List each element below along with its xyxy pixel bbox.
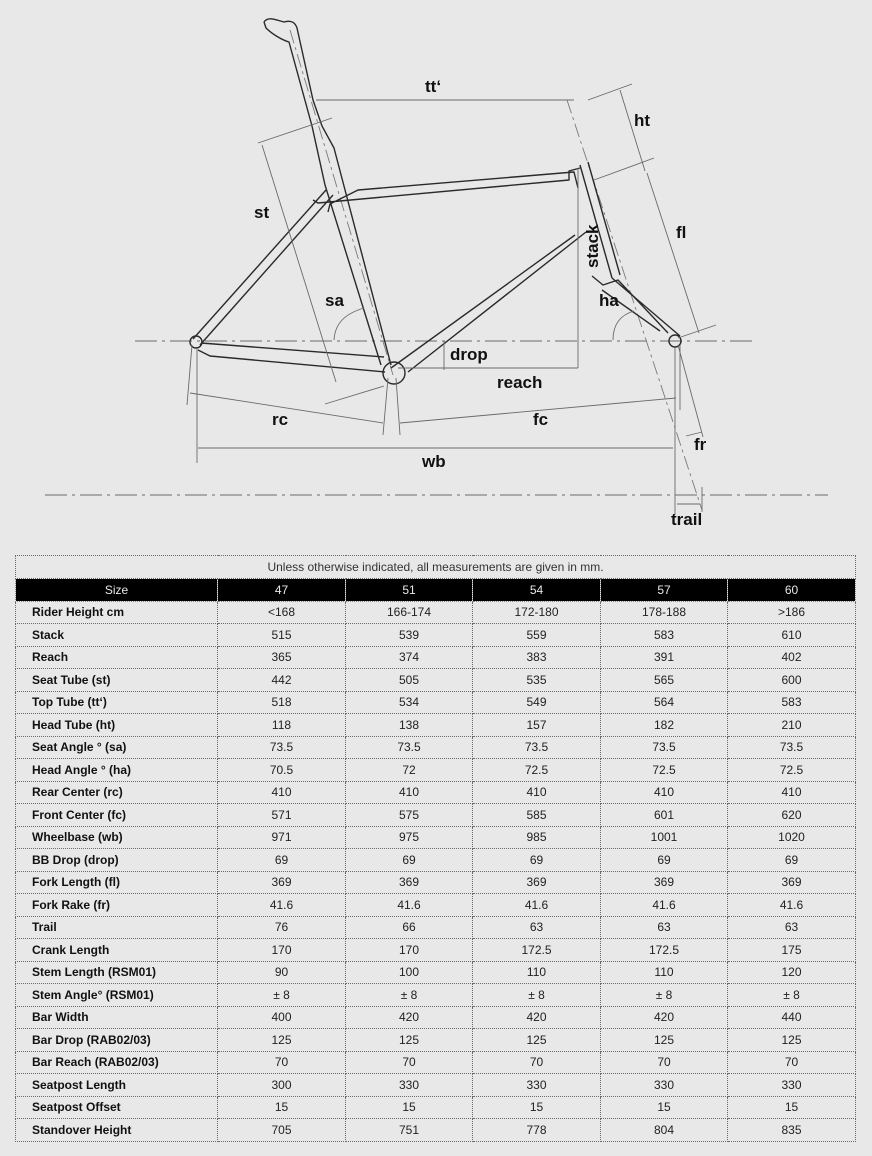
row-value: 505 — [346, 669, 473, 692]
row-value: 69 — [728, 849, 856, 872]
row-value: ± 8 — [218, 984, 346, 1007]
row-value: 166-174 — [346, 601, 473, 624]
row-value: 125 — [601, 1029, 728, 1052]
label-head-tube: ht — [634, 111, 651, 130]
row-value: ± 8 — [473, 984, 601, 1007]
row-value: 369 — [601, 871, 728, 894]
row-value: 69 — [601, 849, 728, 872]
table-row — [16, 624, 856, 647]
table-row — [16, 691, 856, 714]
label-bb-drop: drop — [450, 345, 488, 364]
row-value: 600 — [728, 669, 856, 692]
row-value: 15 — [473, 1096, 601, 1119]
row-value: <168 — [218, 601, 346, 624]
row-label: Seat Angle ° (sa) — [16, 736, 218, 759]
table-row — [16, 714, 856, 737]
table-row — [16, 1006, 856, 1029]
row-value: 118 — [218, 714, 346, 737]
row-value: 172.5 — [473, 939, 601, 962]
row-value: 110 — [601, 961, 728, 984]
row-label: Top Tube (tt‘) — [16, 691, 218, 714]
row-value: 369 — [473, 871, 601, 894]
table-row — [16, 1051, 856, 1074]
row-value: 583 — [601, 624, 728, 647]
row-label: Reach — [16, 646, 218, 669]
row-label: Rider Height cm — [16, 601, 218, 624]
row-value: 410 — [728, 781, 856, 804]
row-value: 41.6 — [473, 894, 601, 917]
row-label: Head Tube (ht) — [16, 714, 218, 737]
row-value: 15 — [218, 1096, 346, 1119]
row-value: 73.5 — [728, 736, 856, 759]
row-value: 70 — [346, 1051, 473, 1074]
row-value: 90 — [218, 961, 346, 984]
row-label: Bar Reach (RAB02/03) — [16, 1051, 218, 1074]
table-row — [16, 826, 856, 849]
row-value: 420 — [473, 1006, 601, 1029]
table-row — [16, 894, 856, 917]
row-value: 63 — [473, 916, 601, 939]
row-value: 72.5 — [601, 759, 728, 782]
row-value: 835 — [728, 1119, 856, 1142]
row-label: Standover Height — [16, 1119, 218, 1142]
row-value: 70 — [473, 1051, 601, 1074]
row-value: 410 — [218, 781, 346, 804]
seatpost — [264, 19, 322, 126]
row-value: ± 8 — [346, 984, 473, 1007]
row-value: 70 — [218, 1051, 346, 1074]
row-value: 73.5 — [346, 736, 473, 759]
header-size-57: 57 — [601, 579, 728, 602]
row-value: 601 — [601, 804, 728, 827]
row-value: 73.5 — [218, 736, 346, 759]
row-label: Crank Length — [16, 939, 218, 962]
row-value: 66 — [346, 916, 473, 939]
steering-axis — [567, 100, 702, 510]
table-row — [16, 601, 856, 624]
row-value: 369 — [346, 871, 473, 894]
row-value: 985 — [473, 826, 601, 849]
top-tube — [313, 168, 580, 212]
table-row — [16, 736, 856, 759]
row-value: >186 — [728, 601, 856, 624]
row-value: 571 — [218, 804, 346, 827]
row-value: 365 — [218, 646, 346, 669]
row-label: BB Drop (drop) — [16, 849, 218, 872]
row-value: 69 — [218, 849, 346, 872]
row-value: 440 — [728, 1006, 856, 1029]
row-label: Seatpost Length — [16, 1074, 218, 1097]
row-value: 100 — [346, 961, 473, 984]
row-label: Stem Length (RSM01) — [16, 961, 218, 984]
row-value: 72.5 — [728, 759, 856, 782]
row-value: 369 — [218, 871, 346, 894]
row-value: 73.5 — [601, 736, 728, 759]
row-value: 63 — [601, 916, 728, 939]
row-value: 125 — [728, 1029, 856, 1052]
row-label: Wheelbase (wb) — [16, 826, 218, 849]
row-value: 330 — [601, 1074, 728, 1097]
row-value: 400 — [218, 1006, 346, 1029]
row-value: 585 — [473, 804, 601, 827]
row-value: 518 — [218, 691, 346, 714]
row-label: Trail — [16, 916, 218, 939]
row-value: 175 — [728, 939, 856, 962]
row-value: 172.5 — [601, 939, 728, 962]
header-size-47: 47 — [218, 579, 346, 602]
row-label: Fork Length (fl) — [16, 871, 218, 894]
row-value: 330 — [346, 1074, 473, 1097]
row-value: 300 — [218, 1074, 346, 1097]
row-value: 575 — [346, 804, 473, 827]
row-value: 41.6 — [218, 894, 346, 917]
row-value: 73.5 — [473, 736, 601, 759]
row-value: 41.6 — [728, 894, 856, 917]
header-size-54: 54 — [473, 579, 601, 602]
row-value: 515 — [218, 624, 346, 647]
row-label: Rear Center (rc) — [16, 781, 218, 804]
row-value: 1020 — [728, 826, 856, 849]
seat-tube-centerline — [290, 30, 393, 375]
row-value: 138 — [346, 714, 473, 737]
row-value: 182 — [601, 714, 728, 737]
row-value: 72 — [346, 759, 473, 782]
label-stack: stack — [583, 224, 602, 268]
table-row — [16, 1096, 856, 1119]
row-value: 410 — [473, 781, 601, 804]
header-size-51: 51 — [346, 579, 473, 602]
row-value: 125 — [346, 1029, 473, 1052]
geometry-table — [15, 555, 856, 1142]
row-value: 583 — [728, 691, 856, 714]
row-value: 1001 — [601, 826, 728, 849]
label-wheelbase: wb — [422, 452, 446, 471]
label-rear-center: rc — [272, 410, 289, 429]
row-value: 72.5 — [473, 759, 601, 782]
measurement-note: Unless otherwise indicated, all measurements are given in mm. — [16, 556, 856, 579]
table-note-row — [16, 556, 856, 579]
row-value: 539 — [346, 624, 473, 647]
row-value: 369 — [728, 871, 856, 894]
table-row — [16, 961, 856, 984]
row-value: 110 — [473, 961, 601, 984]
label-seat-tube: st — [254, 203, 270, 222]
row-value: 170 — [218, 939, 346, 962]
label-head-angle: ha — [599, 291, 619, 310]
row-value: 70 — [728, 1051, 856, 1074]
row-label: Front Center (fc) — [16, 804, 218, 827]
table-body — [16, 601, 856, 1141]
row-value: 63 — [728, 916, 856, 939]
table-row — [16, 804, 856, 827]
label-reach: reach — [497, 373, 543, 392]
row-value: 565 — [601, 669, 728, 692]
row-value: 383 — [473, 646, 601, 669]
row-value: 69 — [473, 849, 601, 872]
table-row — [16, 916, 856, 939]
row-value: 410 — [346, 781, 473, 804]
row-label: Stack — [16, 624, 218, 647]
row-value: 559 — [473, 624, 601, 647]
row-value: 534 — [346, 691, 473, 714]
table-row — [16, 1029, 856, 1052]
row-value: 41.6 — [346, 894, 473, 917]
row-label: Bar Width — [16, 1006, 218, 1029]
row-value: 210 — [728, 714, 856, 737]
row-value: 410 — [601, 781, 728, 804]
table-row — [16, 781, 856, 804]
row-value: 374 — [346, 646, 473, 669]
row-value: 620 — [728, 804, 856, 827]
down-tube — [391, 232, 586, 372]
table-row — [16, 1074, 856, 1097]
header-size: Size — [16, 579, 218, 602]
table-row — [16, 871, 856, 894]
row-value: 69 — [346, 849, 473, 872]
row-value: 420 — [601, 1006, 728, 1029]
table-header-row — [16, 579, 856, 602]
row-label: Seat Tube (st) — [16, 669, 218, 692]
row-value: 170 — [346, 939, 473, 962]
row-value: 975 — [346, 826, 473, 849]
row-value: 330 — [473, 1074, 601, 1097]
row-value: 157 — [473, 714, 601, 737]
row-value: 549 — [473, 691, 601, 714]
row-value: 391 — [601, 646, 728, 669]
frame-geometry-diagram — [0, 0, 872, 540]
row-value: 70 — [601, 1051, 728, 1074]
row-value: 804 — [601, 1119, 728, 1142]
row-value: 15 — [346, 1096, 473, 1119]
row-value: 70.5 — [218, 759, 346, 782]
row-value: 41.6 — [601, 894, 728, 917]
label-top-tube: tt‘ — [425, 77, 442, 96]
label-fork-rake: fr — [694, 435, 707, 454]
row-value: ± 8 — [601, 984, 728, 1007]
row-value: 971 — [218, 826, 346, 849]
row-value: 535 — [473, 669, 601, 692]
row-value: 125 — [473, 1029, 601, 1052]
table-row — [16, 646, 856, 669]
row-value: 420 — [346, 1006, 473, 1029]
row-value: 330 — [728, 1074, 856, 1097]
row-label: Stem Angle° (RSM01) — [16, 984, 218, 1007]
table-row — [16, 939, 856, 962]
row-value: 178-188 — [601, 601, 728, 624]
label-seat-angle: sa — [325, 291, 344, 310]
row-label: Seatpost Offset — [16, 1096, 218, 1119]
row-value: 120 — [728, 961, 856, 984]
table-row — [16, 669, 856, 692]
row-label: Fork Rake (fr) — [16, 894, 218, 917]
row-value: 172-180 — [473, 601, 601, 624]
row-value: 125 — [218, 1029, 346, 1052]
table-row — [16, 759, 856, 782]
row-value: 402 — [728, 646, 856, 669]
header-size-60: 60 — [728, 579, 856, 602]
row-label: Head Angle ° (ha) — [16, 759, 218, 782]
table-row — [16, 849, 856, 872]
row-value: ± 8 — [728, 984, 856, 1007]
label-trail: trail — [671, 510, 703, 529]
row-value: 778 — [473, 1119, 601, 1142]
table-row — [16, 984, 856, 1007]
label-front-center: fc — [533, 410, 549, 429]
row-value: 442 — [218, 669, 346, 692]
row-value: 564 — [601, 691, 728, 714]
row-value: 705 — [218, 1119, 346, 1142]
row-value: 76 — [218, 916, 346, 939]
row-value: 15 — [601, 1096, 728, 1119]
table-row — [16, 1119, 856, 1142]
chain-stays — [198, 343, 385, 372]
label-fork-length: fl — [676, 223, 687, 242]
row-value: 751 — [346, 1119, 473, 1142]
row-value: 15 — [728, 1096, 856, 1119]
row-value: 610 — [728, 624, 856, 647]
row-label: Bar Drop (RAB02/03) — [16, 1029, 218, 1052]
